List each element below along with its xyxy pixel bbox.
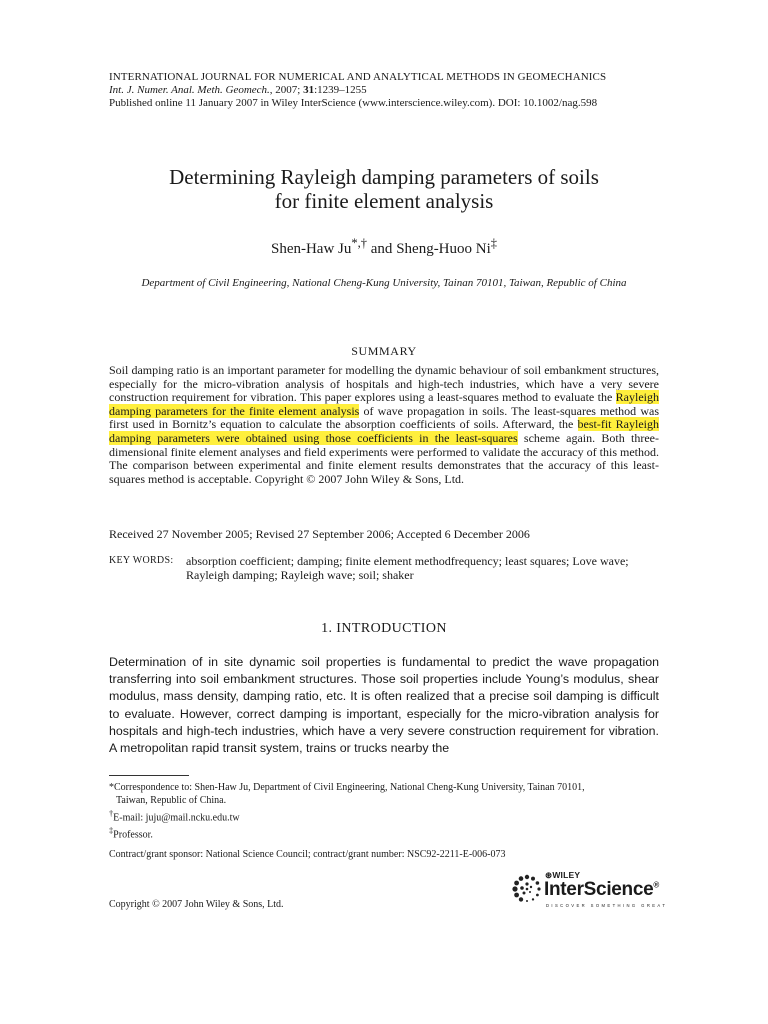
logo-registered: ®	[653, 880, 660, 890]
received-dates: Received 27 November 2005; Revised 27 September 2006; Accepted 6 December 2006	[109, 527, 530, 541]
email-text: E-mail: juju@mail.ncku.edu.tw	[113, 812, 240, 824]
introduction-heading: 1. INTRODUCTION	[321, 621, 447, 636]
highlight-1: Rayleigh damping parameters for the finite element analysis	[109, 390, 659, 418]
logo-tagline: DISCOVER SOMETHING GREAT	[546, 903, 668, 908]
author-2: Sheng-Huoo Ni	[396, 241, 491, 257]
footnote-divider	[109, 775, 189, 776]
affiliation: Department of Civil Engineering, National Cheng-Kung University, Tainan 70101, Taiwan, Republic of China	[141, 277, 627, 289]
footnote-professor	[109, 824, 659, 841]
copyright-text: 2007 John Wiley & Sons, Ltd.	[159, 899, 284, 910]
published-line: Published online 11 January 2007 in Wiley InterScience (www.interscience.wiley.com). DOI: 10.1002/nag.598	[109, 97, 598, 109]
logo-name	[544, 879, 659, 901]
footnotes	[109, 781, 659, 842]
abstract-segment-4: 2007 John Wiley & Sons, Ltd.	[315, 471, 465, 486]
footnote-correspondence-cont: Taiwan, Republic of China.	[116, 795, 227, 806]
logo-name-text: InterScience	[544, 879, 654, 900]
keywords-label: KEY WORDS:	[109, 555, 174, 566]
abstract-segment-1: Soil damping ratio is an important parameter for modelling the dynamic behaviour of soil embankment structures, especially for the micro-vibration analysis of hospitals and high-tech industries, which have a very severe construction requirement for vibration. This paper explores using a least-squares method to evaluate the	[109, 363, 659, 405]
keywords-list	[186, 554, 666, 582]
journal-header	[109, 71, 606, 110]
professor-text: Professor.	[113, 829, 153, 841]
abstract-segment-2: of wave propagation in soils. The least-squares method was first used in Bornitz’s equation to calculate the absorption coefficients of soils. Afterward, the	[109, 403, 659, 432]
abstract-segment-3: scheme again. Both three-dimensional finite element analyses and field experiments were performed to validate the accuracy of this method. The comparison between experimental and finite element results demonstrates that the accuracy of this least-squares method is acceptable. Copyright	[109, 430, 659, 486]
introduction-text: Determination of in site dynamic soil properties is fundamental to predict the wave propagation transferring into soil embankment structures. Those soil properties include Young’s modulus, shear modulus, mass density, damping ratio, etc. It is often realized that a precise soil damping is difficult to evaluate. However, correct damping is important, especially for the micro-vibration analysis for hospitals and high-tech industries, which have a very severe construction requirement for vibration. A metropolitan rapid transit system, trains or trucks nearby the	[109, 655, 659, 756]
summary-heading: SUMMARY	[351, 344, 417, 358]
logo-brand-text: WILEY	[552, 870, 581, 880]
copyright-prefix: Copyright	[109, 899, 153, 910]
citation-abbrev: Int. J. Numer. Anal. Meth. Geomech.	[109, 84, 270, 96]
abstract-text	[109, 364, 659, 486]
keywords-line-2: Rayleigh damping; Rayleigh wave; soil; shaker	[186, 568, 414, 582]
author-list	[0, 236, 768, 258]
email-mark: †	[109, 809, 114, 818]
journal-name: INTERNATIONAL JOURNAL FOR NUMERICAL AND ANALYTICAL METHODS IN GEOMECHANICS	[109, 71, 607, 83]
copyright-footer	[109, 899, 284, 910]
title-line-2: for finite element analysis	[274, 189, 494, 213]
footnote-email	[109, 807, 659, 824]
wiley-interscience-logo	[512, 868, 668, 916]
author-1: Shen-Haw Ju	[270, 241, 352, 257]
author-1-marks: *,†	[351, 236, 368, 250]
copyright-symbol-footer: ©	[152, 899, 160, 910]
highlight-2: best-fit Rayleigh damping parameters were obtained using those coefficients in the least-squares	[109, 417, 659, 445]
footnote-correspondence: *Correspondence to: Shen-Haw Ju, Department of Civil Engineering, National Cheng-Kung University, Tainan 70101,	[109, 782, 585, 793]
title-line-1: Determining Rayleigh damping parameters of soils	[169, 165, 599, 189]
citation-year: , 2007;	[269, 84, 304, 96]
contract-info: Contract/grant sponsor: National Science Council; contract/grant number: NSC92-2211-E-006-073	[109, 849, 506, 860]
author-conjunction: and	[367, 241, 397, 257]
professor-mark: ‡	[109, 826, 114, 836]
citation-pages: :1239–1255	[314, 84, 367, 96]
author-2-marks: ‡	[490, 236, 498, 250]
journal-citation	[109, 84, 606, 97]
copyright-symbol: ©	[306, 471, 316, 486]
paper-title	[0, 165, 768, 213]
logo-dots-icon	[512, 874, 542, 904]
citation-volume: 31	[303, 84, 315, 96]
logo-brand-icon: ⊛	[545, 870, 553, 880]
keywords-line-1: absorption coefficient; damping; finite element methodfrequency; least squares; Love wave;	[186, 554, 629, 568]
